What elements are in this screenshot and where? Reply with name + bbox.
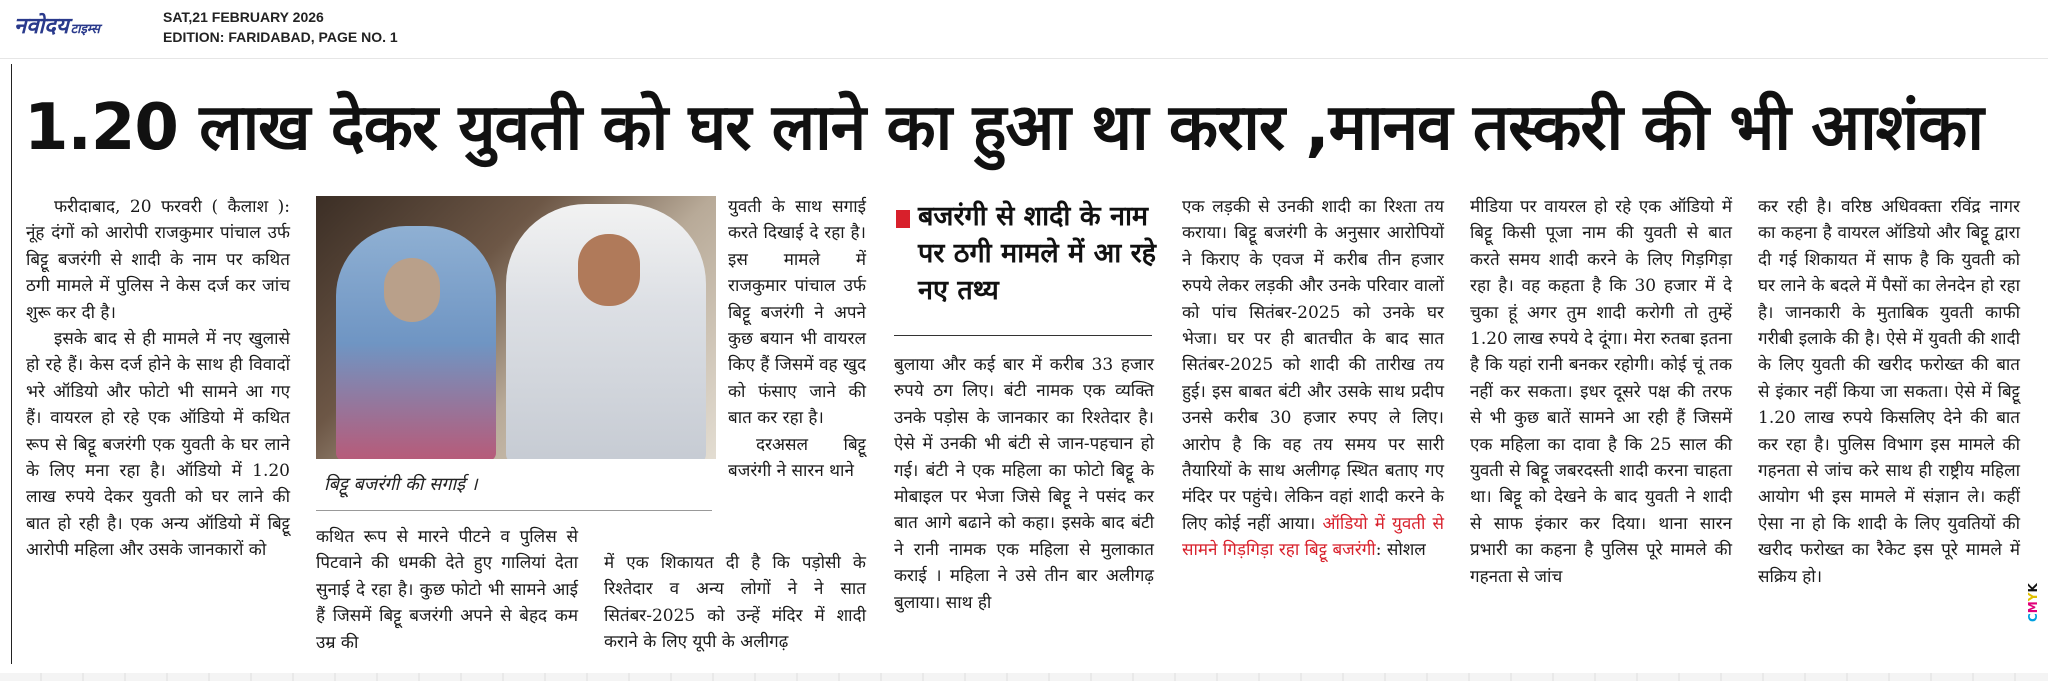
article-headline: 1.20 लाख देकर युवती को घर लाने का हुआ था करार ,मानव तस्करी की भी आशंका bbox=[24, 91, 1983, 165]
paragraph: बुलाया और कई बार में करीब 33 हजार रुपये ठग लिए। बंटी नामक एक व्यक्ति उनके पड़ोस के जानकार का रिश्तेदार है। ऐसे में उनकी भी बंटी से जान-पहचान हो गई। बंटी ने एक महिला का फोटो बिट्टू के मोबाइल पर भेजा जिसे बिट्टू ने पसंद कर बात आगे बढाने को कहा। इसके बाद बंटी ने रानी नामक एक महिला से मुलाकात कराई । महिला ने उसे तीन बार अलीगढ़ बुलाया। साथ ही bbox=[894, 355, 1154, 613]
paragraph-tail: : सोशल bbox=[1375, 540, 1426, 561]
newspaper-logo[interactable] bbox=[14, 10, 100, 40]
paragraph: युवती के साथ सगाई करते दिखाई दे रहा है। इस मामले में राजकुमार पांचाल उर्फ बिट्टू बजरंगी ने अपने कुछ बयान भी वायरल किए हैं जिसमें वह खुद को फंसाए जाने की बात कर रहा है। bbox=[728, 197, 866, 429]
article-column-1 bbox=[26, 194, 290, 564]
paragraph: कथित रूप से मारने पीटने व पुलिस से पिटवाने की धमकी देते हुए गालियां देता सुनाई दे रहा है। कुछ फोटो भी सामने आई हैं जिसमें बिट्टू बजरंगी अपने से बेहद कम उम्र की bbox=[316, 527, 578, 653]
article-column-3-upper bbox=[728, 194, 866, 484]
article-column-7 bbox=[1758, 194, 2020, 590]
cmyk-registration-mark: CMYK bbox=[2026, 583, 2040, 622]
paragraph: दरअसल बिट्टू बजरंगी ने सारन थाने bbox=[728, 434, 866, 482]
page-bottom-strip bbox=[0, 673, 2048, 681]
issue-date: SAT,21 FEBRUARY 2026 bbox=[163, 9, 324, 25]
paragraph: में एक शिकायत दी है कि पड़ोसी के रिश्तेदार व अन्य लोगों ने ने सात सितंबर-2025 को उन्हें मंदिर में शादी कराने के लिए यूपी के अलीगढ़ bbox=[604, 553, 866, 653]
edition-info: EDITION: FARIDABAD, PAGE NO. 1 bbox=[163, 29, 398, 45]
article-column-2 bbox=[316, 524, 578, 656]
article-column-6 bbox=[1470, 194, 1732, 590]
left-margin-rule bbox=[11, 64, 12, 664]
photo-face bbox=[578, 234, 640, 306]
sub-headline: बजरंगी से शादी के नाम पर ठगी मामले में आ रहे नए तथ्य bbox=[918, 201, 1156, 306]
engagement-photo[interactable] bbox=[316, 196, 716, 459]
subhead-marker-icon bbox=[896, 210, 910, 228]
photo-blurred-face bbox=[384, 258, 440, 322]
paragraph bbox=[1182, 194, 1444, 564]
paragraph: मीडिया पर वायरल हो रहे एक ऑडियो में बिट्टू किसी पूजा नाम की युवती से बात करते समय शादी करने के लिए गिड़गिड़ा रहा है। वह कहता है कि 30 हजार में दे चुका हूं अगर तुम शादी करोगी तो तुम्हें 1.20 लाख रुपये दे दूंगा। मेरा रुतबा इतना है कि यहां रानी बनकर रहोगी। कोई चूं तक नहीं कर सकता। इधर दूसरे पक्ष की तरफ से भी कुछ बातें सामने आ रही हैं जिसमें एक महिला का दावा है कि 25 साल की युवती से बिट्टू जबरदस्ती शादी करना चाहता था। बिट्टू को देखने के बाद युवती ने शादी से साफ इंकार कर दिया। थाना सारन प्रभारी का कहना है पुलिस पूरे मामले की गहनता से जांच bbox=[1470, 197, 1732, 587]
logo-text: नवोदय bbox=[14, 14, 69, 39]
red-subheading: ऑडियो में युवती से सामने गिड़गिड़ा रहा बिट्टू बजरंगी bbox=[1182, 513, 1444, 561]
paragraph: कर रही है। वरिष्ठ अधिवक्ता रविंद्र नागर का कहना है वायरल ऑडियो और बिट्टू द्वारा दी गई शिकायत में साफ है कि युवती को घर लाने के बदले में पैसों का लेनदेन हो रहा है। जानकारी के मुताबिक युवती काफी गरीबी इलाके की है। ऐसे में युवती की शादी के लिए युवती की खरीद फरोख्त की बात से इंकार नहीं किया जा सकता। ऐसे में बिट्टू 1.20 लाख रुपये किसलिए देने की बात कर रहा है। पुलिस विभाग इस मामले की गहनता से जांच करे साथ ही राष्ट्रीय महिला आयोग भी इस मामले में संज्ञान ले। कहीं ऐसा ना हो कि शादी के लिए युवतियों की खरीद फरोख्त का रैकेट इस पूरे मामले में सक्रिय हो। bbox=[1758, 197, 2020, 587]
paragraph-text: एक लड़की से उनकी शादी का रिश्ता तय कराया। बिट्टू बजरंगी के अनुसार आरोपियों ने किराए के एवज में करीब तीन हजार रुपये लेकर लड़की और उनके परिवार वालों को पांच सितंबर-2025 को उनके घर भेजा। घर पर ही बातचीत के बाद सात सितंबर-2025 को शादी की तारीख तय हुई। इस बाबत बंटी और उसके साथ प्रदीप उनसे करीब 30 हजार रुपए ले लिए। आरोप है कि वह तय समय पर सारी तैयारियों के साथ अलीगढ़ स्थित बताए गए मंदिर पर पहुंचे। लेकिन वहां शादी करने के लिए कोई नहीं आया। bbox=[1182, 197, 1444, 534]
paragraph: इसके बाद से ही मामले में नए खुलासे हो रहे हैं। केस दर्ज होने के साथ ही विवादों भरे ऑडियो और फोटो भी सामने आ गए हैं। वायरल हो रहे एक ऑडियो में कथित रूप से बिट्टू बजरंगी एक युवती के घर लाने के लिए मना रहा है। ऑडियो में 1.20 लाख रुपये देकर युवती को घर लाने की बात हो रही है। एक अन्य ऑडियो में बिट्टू आरोपी महिला और उसके जानकारों को bbox=[26, 329, 290, 561]
logo-subtext: टाइम्स bbox=[70, 22, 100, 37]
paragraph: फरीदाबाद, 20 फरवरी ( कैलाश ): नूंह दंगों को आरोपी राजकुमार पांचाल उर्फ बिट्टू बजरंगी से शादी के नाम पर कथित ठगी मामले में पुलिस ने केस दर्ज कर जांच शुरू कर दी है। bbox=[26, 197, 290, 323]
article-column-3-lower bbox=[604, 550, 866, 656]
article-column-4 bbox=[894, 352, 1154, 616]
subhead-divider bbox=[894, 335, 1152, 336]
article-column-5 bbox=[1182, 194, 1444, 564]
photo-caption: बिट्टू बजरंगी की सगाई । bbox=[324, 474, 478, 495]
caption-divider bbox=[316, 510, 712, 511]
